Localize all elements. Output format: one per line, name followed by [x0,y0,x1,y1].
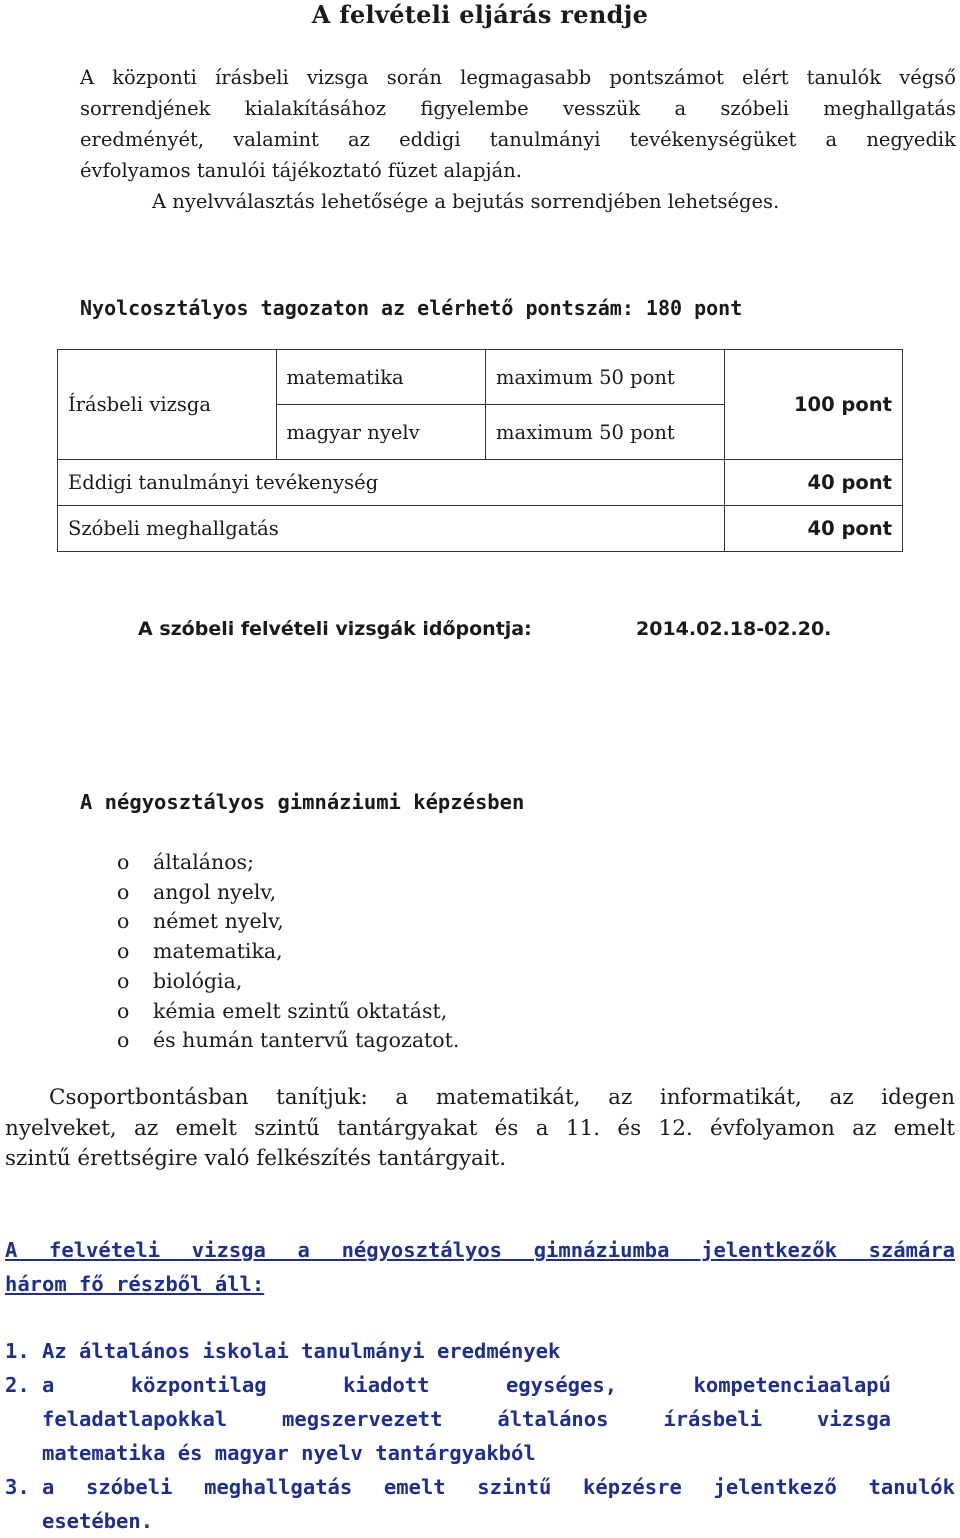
studies-points: 40 pont [724,460,902,506]
paragraph-line: nyelveket, az emelt szintű tantárgyakat és a 11. és 12. évfolyamon az emelt [5,1115,955,1141]
heading-line: három fő részből áll: [5,1272,265,1296]
bullet-icon: o [117,850,130,874]
subject-max: maximum 50 pont [486,350,725,405]
group-teaching-paragraph [5,1083,955,1175]
item-number: 2. [5,1373,30,1397]
oral-label: Szóbeli meghallgatás [58,506,725,552]
list-item [5,1368,955,1470]
bullet-icon: o [117,1028,130,1053]
track-list [117,848,459,1056]
item-text: esetében. [42,1509,154,1533]
oral-points: 40 pont [724,506,902,552]
item-number: 3. [5,1475,30,1499]
page-title: A felvételi eljárás rendje [311,0,649,29]
item-number: 1. [5,1339,30,1363]
list-item [117,937,459,967]
list-item [5,1470,955,1538]
table-row [58,506,903,552]
list-item [5,1334,955,1368]
intro-line: eredményét, valamint az eddigi tanulmányi tevékenységüket a negyedik [80,128,956,151]
paragraph-line: szintű érettségire való felkészítés tantárgyait. [5,1146,507,1171]
language-note: A nyelvválasztás lehetősége a bejutás sorrendjében lehetséges. [152,190,780,213]
paragraph-line: Csoportbontásban tanítjuk: a matematikát, az informatikát, az idegen [49,1085,955,1110]
subject-name: magyar nyelv [276,405,485,460]
intro-line: A központi írásbeli vizsga során legmagasabb pontszámot elért tanulók végső [80,66,956,89]
bullet-icon: o [117,968,130,993]
intro-line: sorrendjének kialakításához figyelembe vesszük a szóbeli meghallgatás [80,97,956,120]
item-text: Az általános iskolai tanulmányi eredmények [42,1339,561,1363]
track-label: biológia, [153,968,243,993]
track-label: kémia emelt szintű oktatást, [153,998,448,1023]
table-row [58,460,903,506]
item-text-block [42,1470,955,1538]
list-item [117,907,459,937]
written-exam-label: Írásbeli vizsga [58,350,277,460]
bullet-icon: o [117,909,130,934]
intro-line: évfolyamos tanulói tájékoztató füzet alapján. [80,159,522,182]
studies-label: Eddigi tanulmányi tevékenység [58,460,725,506]
list-item [117,848,459,878]
item-text: a központilag kiadott egységes, kompetenciaalapú [42,1373,891,1397]
bullet-icon: o [117,879,130,904]
exam-parts-list [5,1334,955,1538]
written-points: 100 pont [724,350,902,460]
track-label: és humán tantervű tagozatot. [153,1028,460,1053]
track-label: matematika, [153,939,283,964]
track-label: angol nyelv, [153,879,277,904]
bullet-icon: o [117,998,130,1023]
list-item [117,1026,459,1056]
item-text: matematika és magyar nyelv tantárgyakból [42,1441,536,1465]
list-item [117,878,459,908]
intro-paragraph [80,62,956,217]
subject-name: matematika [276,350,485,405]
heading-line: A felvételi vizsga a négyosztályos gimnáziumba jelentkezők számára [5,1238,955,1262]
oral-exam-date: 2014.02.18-02.20. [636,618,832,640]
item-text: feladatlapokkal megszervezett általános írásbeli vizsga [42,1407,891,1431]
four-year-heading: A négyosztályos gimnáziumi képzésben [80,790,525,814]
item-text-block [42,1368,955,1470]
list-item [117,997,459,1027]
subject-max: maximum 50 pont [486,405,725,460]
points-table [57,349,903,552]
bullet-icon: o [117,939,130,964]
item-text: a szóbeli meghallgatás emelt szintű képzésre jelentkező tanulók [42,1475,955,1499]
list-item [117,967,459,997]
table-row [58,350,903,405]
oral-exam-label: A szóbeli felvételi vizsgák időpontja: [138,618,532,640]
track-label: német nyelv, [153,909,284,934]
entrance-exam-heading [5,1233,955,1301]
eight-year-heading: Nyolcosztályos tagozaton az elérhető pontszám: 180 pont [80,296,743,320]
track-label: általános; [153,850,254,874]
